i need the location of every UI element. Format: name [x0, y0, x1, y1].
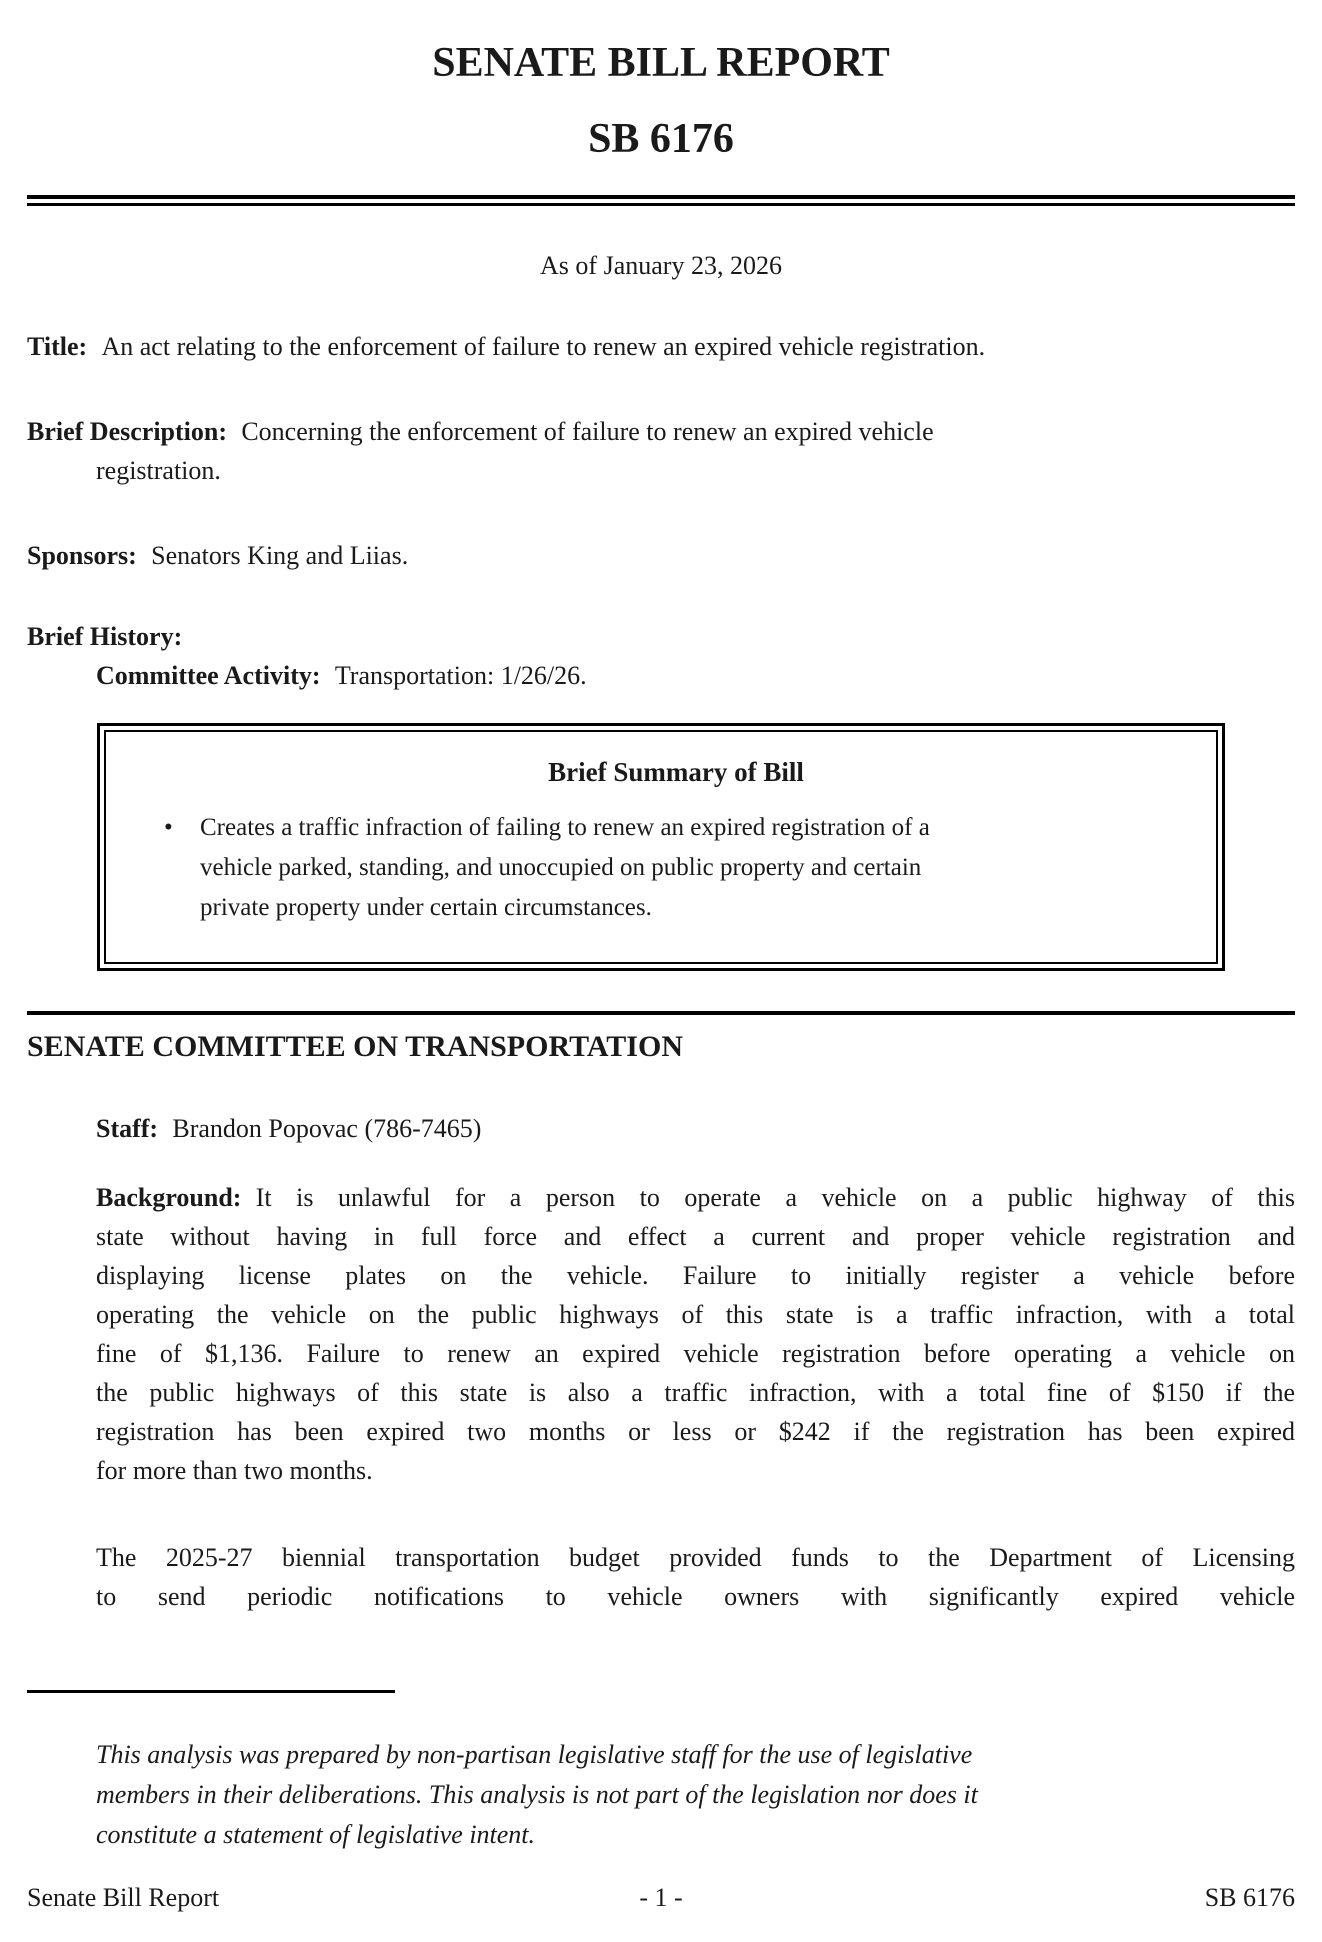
text-line: members in their deliberations. This analysis is not part of the legislation nor does it [96, 1780, 978, 1809]
committee-activity-label: Committee Activity: [96, 661, 321, 690]
sponsors-label: Sponsors: [27, 541, 137, 570]
text-line: registration has been expired two months or less or $242 if the registration has been expired [96, 1417, 1295, 1446]
title-field [27, 327, 1295, 366]
text-line [96, 656, 1295, 695]
text-line: displaying license plates on the vehicle. Failure to initially register a vehicle before [96, 1261, 1295, 1290]
footer-page-number: - 1 - [639, 1883, 683, 1912]
footnote-divider [27, 1690, 395, 1693]
text-line: for more than two months. [96, 1456, 373, 1485]
section-divider [27, 1011, 1295, 1015]
text-line [96, 1178, 1295, 1217]
sponsors-text: Senators King and Liias. [151, 541, 409, 570]
text-line: Creates a traffic infraction of failing to renew an expired registration of a [200, 814, 930, 841]
staff-field [96, 1109, 1295, 1148]
title-label: Title: [27, 332, 88, 361]
text-line: vehicle parked, standing, and unoccupied on public property and certain [200, 854, 922, 881]
summary-heading: Brief Summary of Bill [548, 757, 804, 787]
text-line: This analysis was prepared by non-partisan legislative staff for the use of legislative [96, 1740, 973, 1769]
committee-activity-text: Transportation: 1/26/26. [334, 661, 587, 690]
text-line: the public highways of this state is also a traffic infraction, with a total fine of $150 if the [96, 1378, 1295, 1407]
summary-bullet-item [164, 808, 1188, 928]
report-title: SENATE BILL REPORT [432, 40, 890, 86]
text-line: The 2025-27 biennial transportation budget provided funds to the Department of Licensing [96, 1543, 1295, 1572]
budget-paragraph [96, 1538, 1295, 1616]
background-text: It is unlawful for a person to operate a vehicle on a public highway of this [255, 1183, 1295, 1212]
staff-text: Brandon Popovac (786-7465) [172, 1114, 482, 1143]
background-label: Background: [96, 1183, 242, 1212]
text-line [27, 412, 1295, 451]
header-divider [27, 195, 1295, 206]
bill-number: SB 6176 [588, 116, 734, 162]
staff-label: Staff: [96, 1114, 159, 1143]
as-of-date: As of January 23, 2026 [540, 251, 782, 280]
footer-left: Senate Bill Report [27, 1883, 220, 1912]
summary-box [97, 723, 1225, 971]
footnote [27, 1690, 1295, 1855]
committee-heading: SENATE COMMITTEE ON TRANSPORTATION [27, 1030, 683, 1063]
text-line: operating the vehicle on the public highways of this state is a traffic infraction, with a total [96, 1300, 1295, 1329]
brief-description-text: Concerning the enforcement of failure to renew an expired vehicle [241, 417, 934, 446]
brief-description-field [27, 412, 1295, 490]
sponsors-field [27, 536, 1295, 575]
text-line: state without having in full force and effect a current and proper vehicle registration and [96, 1222, 1295, 1251]
summary-bullet-text [200, 808, 930, 928]
background-paragraph [96, 1178, 1295, 1490]
page-footer [27, 1878, 1295, 1910]
brief-description-label: Brief Description: [27, 417, 228, 446]
text-line: registration. [96, 456, 221, 485]
title-text: An act relating to the enforcement of failure to renew an expired vehicle registration. [101, 332, 986, 361]
footer-right: SB 6176 [1204, 1883, 1295, 1912]
bullet-icon: • [164, 814, 173, 841]
text-line: to send periodic notifications to vehicle owners with significantly expired vehicle [96, 1582, 1295, 1611]
text-line: private property under certain circumstances. [200, 894, 652, 921]
summary-box-inner [104, 730, 1218, 964]
brief-history-field [27, 617, 1295, 695]
brief-history-label: Brief History: [27, 622, 183, 651]
text-line: constitute a statement of legislative intent. [96, 1820, 536, 1849]
text-line [27, 617, 1295, 656]
footnote-text [96, 1735, 1295, 1855]
text-line: fine of $1,136. Failure to renew an expired vehicle registration before operating a vehicle on [96, 1339, 1295, 1368]
